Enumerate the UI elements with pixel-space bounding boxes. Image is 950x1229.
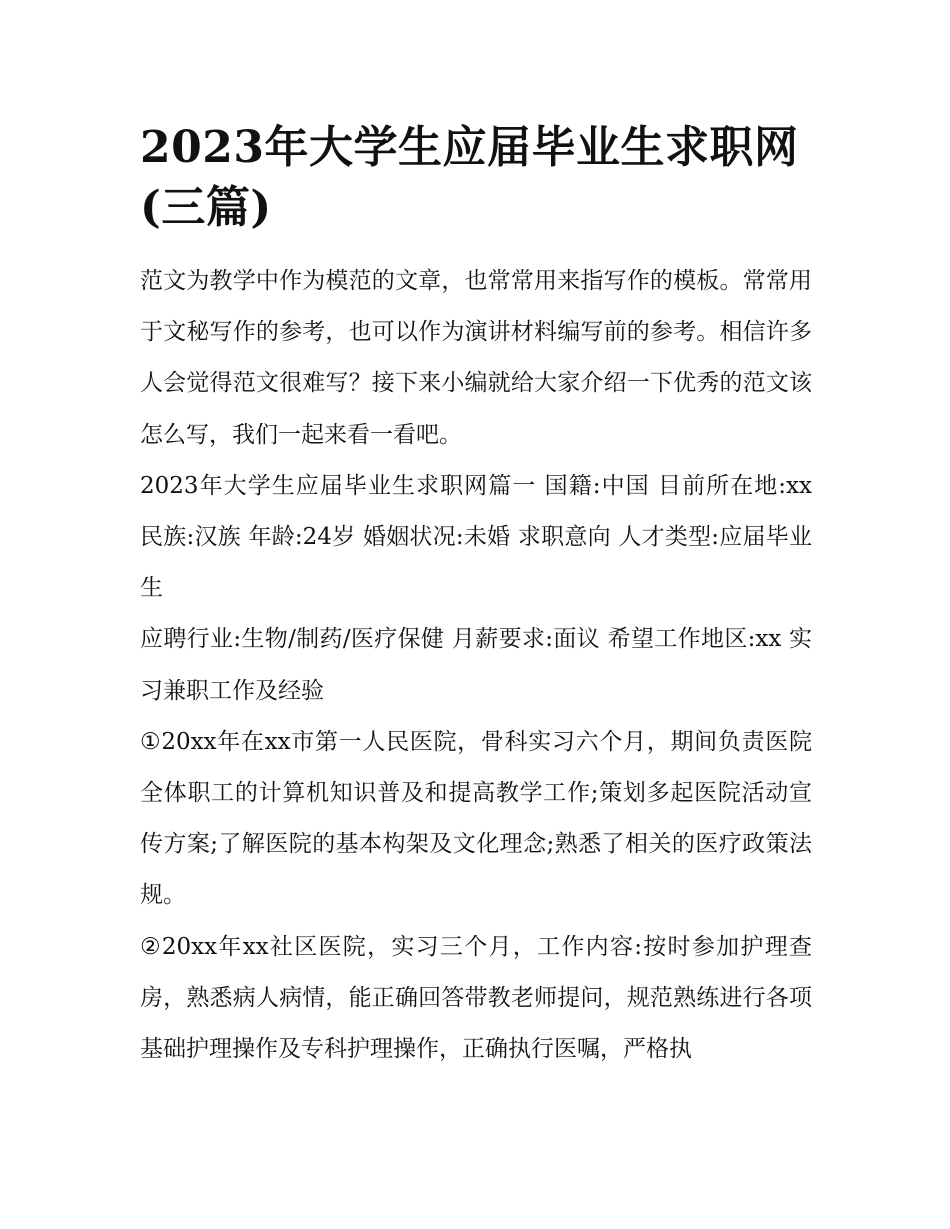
document-page: [140, 118, 812, 1075]
experience-item-1: ①20xx年在xx市第一人民医院，骨科实习六个月，期间负责医院全体职工的计算机知识普及和提高教学工作;策划多起医院活动宣传方案;了解医院的基本构架及文化理念;熟悉了相关的医疗政策法规。: [140, 728, 812, 909]
job-intention-paragraph: 应聘行业:生物/制药/医疗保健 月薪要求:面议 希望工作地区:xx 实习兼职工作及经验: [140, 626, 812, 704]
intro-paragraph: 范文为教学中作为模范的文章，也常常用来指写作的模板。常常用于文秘写作的参考，也可以作为演讲材料编写前的参考。相信许多人会觉得范文很难写？接下来小编就给大家介绍一下优秀的范文该怎么写，我们一起来看一看吧。: [140, 268, 812, 448]
experience-item-2: ②20xx年xx社区医院，实习三个月，工作内容:按时参加护理查房，熟悉病人病情，能正确回答带教老师提问，规范熟练进行各项基础护理操作及专科护理操作，正确执行医嘱，严格执: [140, 933, 812, 1063]
document-title: 2023年大学生应届毕业生求职网(三篇): [140, 122, 799, 233]
personal-info-paragraph: 2023年大学生应届毕业生求职网篇一 国籍:中国 目前所在地:xx 民族:汉族 年龄:24岁 婚姻状况:未婚 求职意向 人才类型:应届毕业生: [140, 472, 812, 602]
